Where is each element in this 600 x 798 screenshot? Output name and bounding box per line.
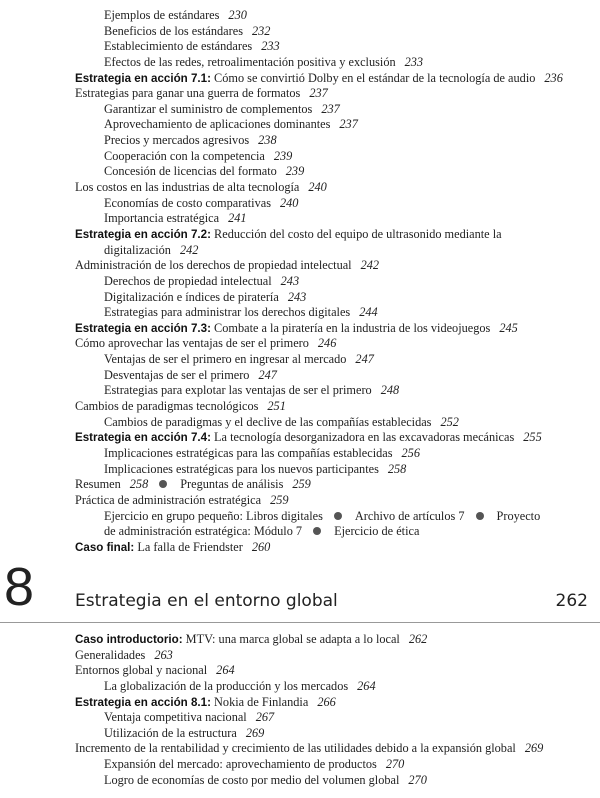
toc-entry bbox=[0, 86, 600, 102]
entry-text: Estrategias para administrar los derechos digitales bbox=[104, 305, 351, 320]
entry-page: 264 bbox=[216, 663, 235, 678]
entry-text: digitalización bbox=[104, 242, 171, 257]
toc-entry bbox=[0, 243, 600, 259]
entry-text: Beneficios de los estándares bbox=[104, 23, 243, 38]
entry-page: 240 bbox=[308, 180, 327, 195]
toc-entry bbox=[0, 164, 600, 180]
entry-text: Estrategias para ganar una guerra de formatos bbox=[75, 86, 301, 101]
chapter-page: 262 bbox=[555, 591, 588, 611]
entry-text: Implicaciones estratégicas para los nuevos participantes bbox=[104, 461, 379, 476]
entry-label: Estrategia en acción 7.4: bbox=[75, 431, 211, 445]
entry-label: Estrategia en acción 8.1: bbox=[75, 695, 211, 709]
toc-entry bbox=[0, 321, 600, 337]
entry-text: Logro de economías de costo por medio del volumen global bbox=[104, 772, 400, 787]
entry-page: 263 bbox=[154, 647, 173, 662]
entry-text: Combate a la piratería en la industria de los videojuegos bbox=[214, 320, 491, 335]
toc-entry bbox=[0, 180, 600, 196]
entry-text: Expansión del mercado: aprovechamiento de productos bbox=[104, 757, 377, 772]
entry-page: 241 bbox=[228, 211, 247, 226]
entry-page: 248 bbox=[380, 383, 400, 398]
entry-page: 270 bbox=[408, 772, 427, 787]
entry-page: 242 bbox=[179, 242, 199, 257]
toc-entry bbox=[0, 663, 600, 679]
entry-page: 266 bbox=[317, 694, 336, 709]
chapter-number: 8 bbox=[4, 557, 35, 617]
toc-entry bbox=[0, 446, 600, 462]
entry-page: 237 bbox=[339, 117, 358, 132]
entry-page: 246 bbox=[317, 336, 337, 351]
toc-entry bbox=[0, 399, 600, 415]
entry-text: Digitalización e índices de piratería bbox=[104, 289, 279, 304]
entry-text: Archivo de artículos 7 bbox=[354, 508, 465, 523]
entry-label: Estrategia en acción 7.3: bbox=[75, 321, 211, 335]
toc-entry bbox=[0, 368, 600, 384]
toc-entry bbox=[0, 336, 600, 352]
entry-text: Ejemplos de estándares bbox=[104, 8, 220, 22]
entry-text: Cooperación con la competencia bbox=[104, 148, 265, 163]
entry-page: 259 bbox=[292, 477, 311, 492]
bullet-icon bbox=[159, 480, 167, 488]
entry-text: Estrategias para explotar las ventajas de ser el primero bbox=[104, 383, 372, 398]
bullet-icon bbox=[476, 512, 484, 520]
entry-page: 239 bbox=[285, 164, 305, 179]
entry-text: Implicaciones estratégicas para las compañías establecidas bbox=[104, 445, 393, 460]
toc-entry bbox=[0, 8, 600, 24]
chapter-title: Estrategia en el entorno global bbox=[75, 591, 338, 611]
entry-text: Efectos de las redes, retroalimentación positiva y exclusión bbox=[104, 54, 396, 69]
entry-text: Importancia estratégica bbox=[104, 211, 220, 226]
entry-text: Los costos en las industrias de alta tecnología bbox=[75, 180, 300, 195]
entry-text: Cómo se convirtió Dolby en el estándar de la tecnología de audio bbox=[214, 70, 536, 85]
toc-entry bbox=[0, 117, 600, 133]
entry-text: La falla de Friendster bbox=[137, 539, 243, 554]
entry-page: 269 bbox=[245, 725, 265, 740]
entry-label: Caso final: bbox=[75, 540, 135, 554]
entry-text: Incremento de la rentabilidad y crecimiento de las utilidades debido a la expansión global bbox=[75, 741, 516, 756]
entry-text: Precios y mercados agresivos bbox=[104, 133, 250, 148]
entry-page: 258 bbox=[387, 461, 407, 476]
entry-text: Entornos global y nacional bbox=[75, 663, 208, 678]
toc-section-chapter-8 bbox=[0, 632, 600, 788]
entry-page: 270 bbox=[385, 757, 405, 772]
entry-text: Ejercicio en grupo pequeño: Libros digitales bbox=[104, 508, 323, 523]
toc-entry bbox=[0, 648, 600, 664]
bullet-icon bbox=[313, 527, 321, 535]
entry-text: Economías de costo comparativas bbox=[104, 195, 271, 210]
entry-page: 247 bbox=[355, 352, 374, 367]
toc-entry bbox=[0, 383, 600, 399]
entry-text: Preguntas de análisis bbox=[180, 477, 284, 492]
toc-entry bbox=[0, 509, 600, 525]
entry-label: Caso introductorio: bbox=[75, 633, 183, 646]
toc-entry bbox=[0, 24, 600, 40]
toc-entry bbox=[0, 741, 600, 757]
entry-page: 240 bbox=[279, 195, 299, 210]
toc-entry bbox=[0, 477, 600, 493]
entry-text: Reducción del costo del equipo de ultrasonido mediante la bbox=[214, 226, 502, 241]
entry-text: Garantizar el suministro de complementos bbox=[104, 101, 313, 116]
toc-entry bbox=[0, 274, 600, 290]
entry-page: 247 bbox=[258, 367, 277, 382]
bullet-icon bbox=[334, 512, 342, 520]
toc-entry bbox=[0, 773, 600, 789]
entry-text: Desventajas de ser el primero bbox=[104, 367, 250, 382]
entry-text: Resumen bbox=[75, 477, 121, 492]
entry-text: Cambios de paradigmas tecnológicos bbox=[75, 399, 259, 414]
entry-page: 258 bbox=[129, 477, 149, 492]
toc-entry bbox=[0, 102, 600, 118]
entry-text: Generalidades bbox=[75, 647, 146, 662]
chapter-divider bbox=[0, 622, 600, 623]
toc-entry bbox=[0, 39, 600, 55]
entry-page: 260 bbox=[251, 539, 271, 554]
toc-entry bbox=[0, 290, 600, 306]
entry-page: 251 bbox=[267, 399, 286, 414]
entry-page: 243 bbox=[280, 273, 300, 288]
toc-entry bbox=[0, 430, 600, 446]
toc-entry bbox=[0, 632, 600, 648]
toc-entry bbox=[0, 757, 600, 773]
toc-entry bbox=[0, 710, 600, 726]
entry-page: 239 bbox=[273, 148, 293, 163]
toc-entry bbox=[0, 540, 600, 556]
entry-page: 236 bbox=[544, 70, 563, 85]
entry-page: 243 bbox=[287, 289, 307, 304]
toc-entry bbox=[0, 524, 600, 540]
toc-entry bbox=[0, 149, 600, 165]
toc-entry bbox=[0, 679, 600, 695]
toc-entry bbox=[0, 726, 600, 742]
entry-page: 259 bbox=[270, 492, 289, 507]
entry-page: 245 bbox=[499, 320, 518, 335]
entry-text: MTV: una marca global se adapta a lo local bbox=[185, 632, 400, 646]
entry-label: Estrategia en acción 7.1: bbox=[75, 71, 211, 85]
entry-text: de administración estratégica: Módulo 7 bbox=[104, 524, 303, 539]
entry-page: 267 bbox=[255, 710, 275, 725]
toc-entry bbox=[0, 695, 600, 711]
entry-text: Utilización de la estructura bbox=[104, 725, 237, 740]
toc-entry bbox=[0, 133, 600, 149]
entry-text: La globalización de la producción y los mercados bbox=[104, 678, 349, 693]
entry-text: Cambios de paradigmas y el declive de las compañías establecidas bbox=[104, 414, 432, 429]
toc-entry bbox=[0, 415, 600, 431]
entry-text: Concesión de licencias del formato bbox=[104, 164, 277, 179]
toc-entry bbox=[0, 352, 600, 368]
entry-text: Cómo aprovechar las ventajas de ser el primero bbox=[75, 336, 309, 351]
toc-entry bbox=[0, 462, 600, 478]
toc-section-chapter-7 bbox=[0, 8, 600, 555]
toc-entry bbox=[0, 305, 600, 321]
toc-entry bbox=[0, 227, 600, 243]
entry-page: 269 bbox=[524, 741, 544, 756]
entry-text: Ejercicio de ética bbox=[334, 524, 420, 539]
entry-page: 255 bbox=[523, 430, 542, 445]
entry-page: 237 bbox=[309, 86, 328, 101]
entry-page: 233 bbox=[404, 54, 424, 69]
toc-entry bbox=[0, 258, 600, 274]
toc-entry bbox=[0, 493, 600, 509]
entry-page: 238 bbox=[258, 133, 277, 148]
entry-page: 256 bbox=[401, 445, 420, 460]
entry-page: 233 bbox=[261, 39, 280, 54]
toc-entry bbox=[0, 196, 600, 212]
entry-page: 230 bbox=[228, 8, 247, 22]
entry-text: Establecimiento de estándares bbox=[104, 39, 253, 54]
entry-text: Ventaja competitiva nacional bbox=[104, 710, 247, 725]
entry-text: Derechos de propiedad intelectual bbox=[104, 273, 272, 288]
entry-page: 252 bbox=[440, 414, 459, 429]
entry-text: Nokia de Finlandia bbox=[214, 694, 309, 709]
entry-page: 237 bbox=[321, 101, 340, 116]
entry-text: La tecnología desorganizadora en las excavadoras mecánicas bbox=[214, 430, 515, 445]
entry-text: Práctica de administración estratégica bbox=[75, 492, 262, 507]
entry-page: 244 bbox=[359, 305, 378, 320]
entry-label: Estrategia en acción 7.2: bbox=[75, 227, 211, 241]
toc-entry bbox=[0, 55, 600, 71]
entry-text: Aprovechamiento de aplicaciones dominantes bbox=[104, 117, 331, 132]
entry-text: Proyecto bbox=[496, 508, 541, 523]
toc-entry bbox=[0, 71, 600, 87]
entry-text: Ventajas de ser el primero en ingresar al mercado bbox=[104, 352, 347, 367]
entry-page: 242 bbox=[360, 258, 380, 273]
entry-text: Administración de los derechos de propiedad intelectual bbox=[75, 258, 352, 273]
toc-entry bbox=[0, 211, 600, 227]
entry-page: 264 bbox=[357, 678, 376, 693]
entry-page: 262 bbox=[408, 632, 428, 646]
entry-page: 232 bbox=[251, 23, 271, 38]
